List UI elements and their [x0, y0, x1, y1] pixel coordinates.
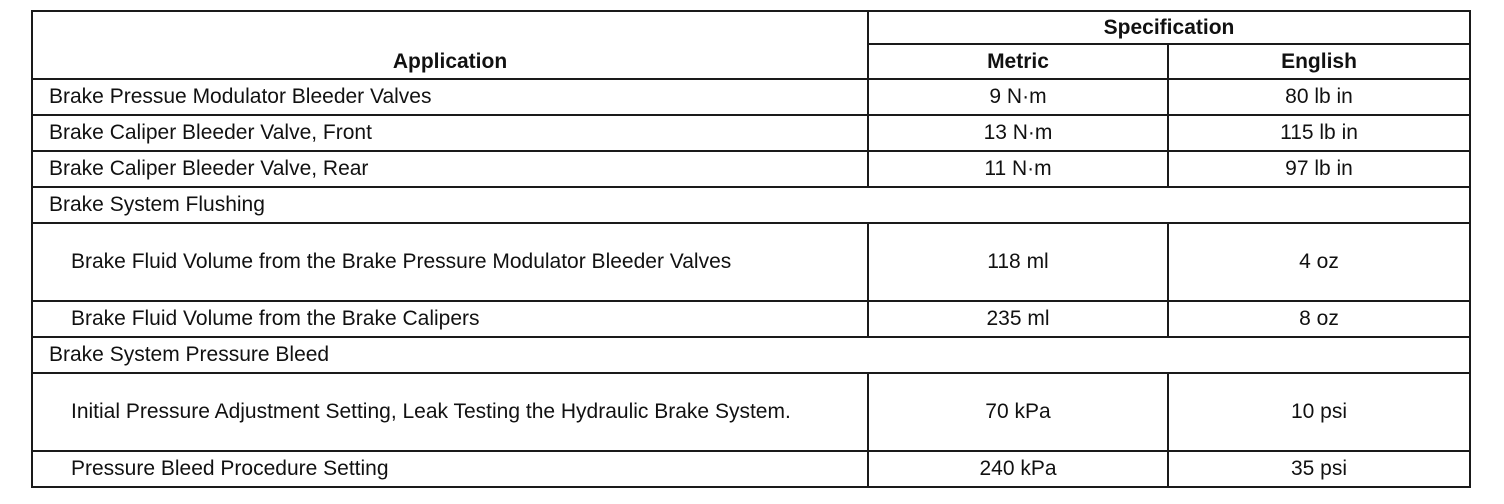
- table-row: [32, 451, 1470, 487]
- english-cell: 8 oz: [1168, 301, 1470, 337]
- application-cell: Pressure Bleed Procedure Setting: [32, 451, 868, 487]
- metric-cell: 118 ml: [868, 223, 1168, 301]
- table-row: [32, 373, 1470, 451]
- english-cell: 97 lb in: [1168, 151, 1470, 187]
- english-cell: 10 psi: [1168, 373, 1470, 451]
- table-row: [32, 301, 1470, 337]
- header-row-top: [32, 11, 1470, 44]
- metric-header: Metric: [868, 44, 1168, 79]
- specification-header: Specification: [868, 11, 1470, 44]
- metric-cell: 11 N·m: [868, 151, 1168, 187]
- section-row: [32, 337, 1470, 373]
- english-cell: 115 lb in: [1168, 115, 1470, 151]
- metric-cell: 70 kPa: [868, 373, 1168, 451]
- english-cell: 80 lb in: [1168, 79, 1470, 115]
- application-cell: Initial Pressure Adjustment Setting, Leak Testing the Hydraulic Brake System.: [32, 373, 868, 451]
- metric-cell: 13 N·m: [868, 115, 1168, 151]
- metric-cell: 9 N·m: [868, 79, 1168, 115]
- english-header: English: [1168, 44, 1470, 79]
- application-cell: Brake Fluid Volume from the Brake Calipers: [32, 301, 868, 337]
- english-cell: 4 oz: [1168, 223, 1470, 301]
- english-cell: 35 psi: [1168, 451, 1470, 487]
- metric-cell: 235 ml: [868, 301, 1168, 337]
- application-cell: Brake Caliper Bleeder Valve, Rear: [32, 151, 868, 187]
- section-row: [32, 187, 1470, 223]
- table-row: [32, 223, 1470, 301]
- application-cell: Brake Fluid Volume from the Brake Pressure Modulator Bleeder Valves: [32, 223, 868, 301]
- application-cell: Brake Pressue Modulator Bleeder Valves: [32, 79, 868, 115]
- table-row: [32, 115, 1470, 151]
- metric-cell: 240 kPa: [868, 451, 1168, 487]
- table-row: [32, 151, 1470, 187]
- application-cell: Brake Caliper Bleeder Valve, Front: [32, 115, 868, 151]
- specification-table: [31, 10, 1471, 488]
- section-heading-cell: Brake System Pressure Bleed: [32, 337, 1470, 373]
- application-header: Application: [32, 11, 868, 79]
- table-row: [32, 79, 1470, 115]
- section-heading-cell: Brake System Flushing: [32, 187, 1470, 223]
